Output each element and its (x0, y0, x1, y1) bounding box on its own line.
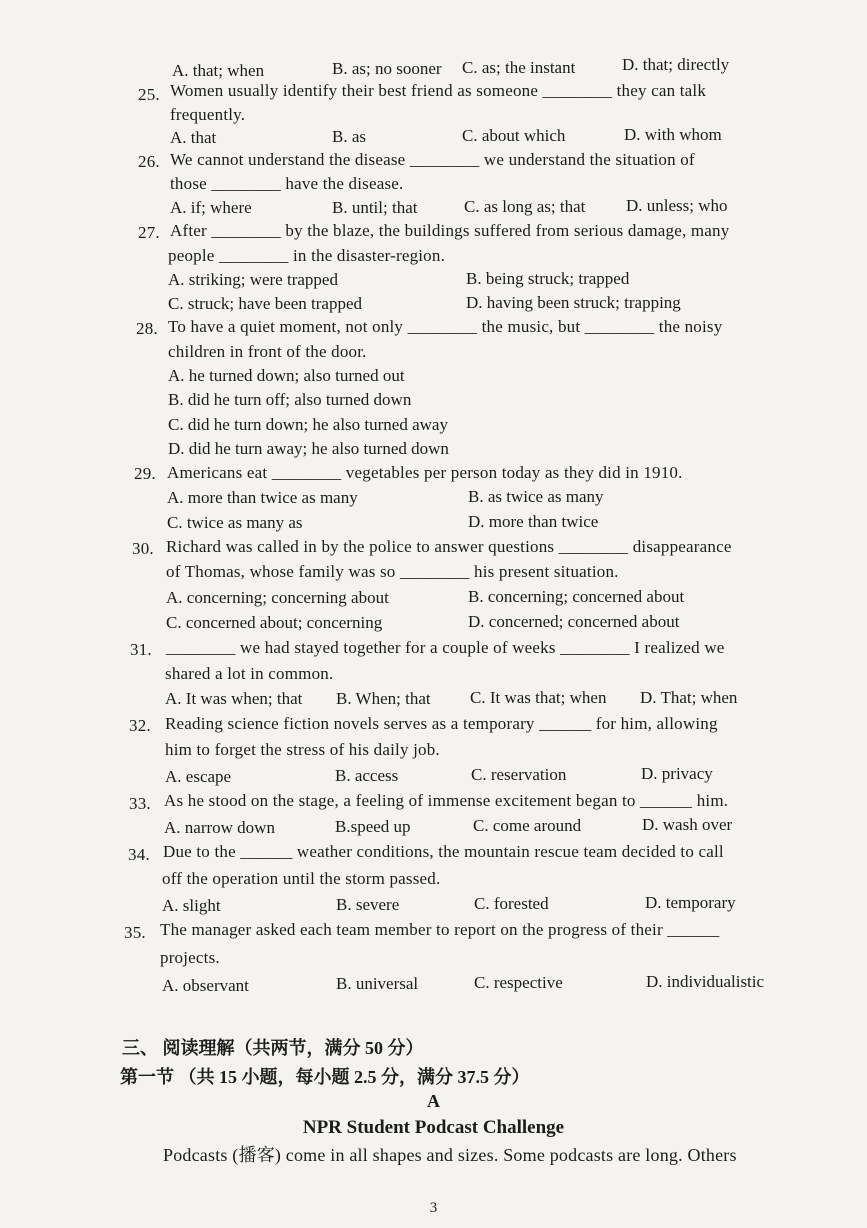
q30-number: 30. (132, 539, 154, 558)
q31-option-c: C. It was that; when (470, 688, 607, 707)
q24-option-d: D. that; directly (622, 55, 730, 74)
q27-number: 27. (138, 223, 160, 242)
q34-option-c: C. forested (474, 894, 549, 913)
q35-stem-line2: projects. (160, 948, 220, 967)
q33-option-a: A. narrow down (164, 818, 275, 837)
section-one-heading: 第一节 （共 15 小题，每小题 2.5 分，满分 37.5 分） (120, 1067, 530, 1087)
q35-stem-line1: The manager asked each team member to report on the progress of their ______ (160, 920, 720, 939)
q34-stem-line1: Due to the ______ weather conditions, the mountain rescue team decided to call (163, 842, 724, 861)
q28-option-c: C. did he turn down; he also turned away (168, 415, 448, 434)
q32-option-c: C. reservation (471, 765, 567, 784)
q27-option-d: D. having been struck; trapping (466, 293, 681, 312)
q33-option-c: C. come around (473, 816, 582, 835)
q30-option-d: D. concerned; concerned about (468, 612, 680, 631)
q30-stem-line2: of Thomas, whose family was so ________ his present situation. (166, 562, 619, 581)
page-number: 3 (429, 1200, 438, 1216)
q34-option-b: B. severe (336, 895, 400, 914)
q29-stem-line1: Americans eat ________ vegetables per person today as they did in 1910. (167, 463, 683, 482)
q29-option-b: B. as twice as many (468, 487, 604, 506)
q34-stem-line2: off the operation until the storm passed. (162, 869, 441, 888)
q30-option-a: A. concerning; concerning about (166, 588, 389, 607)
q33-option-b: B.speed up (335, 817, 411, 836)
q31-stem-line2: shared a lot in common. (165, 664, 334, 683)
q32-stem-line2: him to forget the stress of his daily job. (165, 740, 440, 759)
q26-option-b: B. until; that (332, 198, 418, 217)
q25-option-d: D. with whom (624, 125, 722, 144)
q27-stem-line1: After ________ by the blaze, the buildings suffered from serious damage, many (170, 221, 730, 240)
q33-number: 33. (129, 794, 151, 813)
q26-number: 26. (138, 152, 160, 171)
q31-option-d: D. That; when (640, 688, 738, 707)
q34-option-a: A. slight (162, 896, 221, 915)
q26-option-d: D. unless; who (626, 196, 728, 215)
passage-first-line: Podcasts (播客) come in all shapes and sizes. Some podcasts are long. Others (163, 1145, 737, 1165)
q32-number: 32. (129, 716, 151, 735)
q25-option-b: B. as (332, 127, 366, 146)
q27-option-a: A. striking; were trapped (168, 270, 338, 289)
q24-option-a: A. that; when (172, 61, 265, 80)
q35-option-a: A. observant (162, 976, 249, 995)
q28-option-d: D. did he turn away; he also turned down (168, 439, 449, 458)
q34-number: 34. (128, 845, 150, 864)
q32-option-d: D. privacy (641, 764, 713, 783)
q25-option-c: C. about which (462, 126, 566, 145)
q29-option-c: C. twice as many as (167, 513, 303, 532)
q35-option-c: C. respective (474, 973, 563, 992)
q25-stem-line2: frequently. (170, 105, 246, 124)
q29-option-a: A. more than twice as many (167, 488, 358, 507)
q24-option-b: B. as; no sooner (332, 59, 442, 78)
q28-option-b: B. did he turn off; also turned down (168, 390, 412, 409)
section-three-heading: 三、 阅读理解（共两节，满分 50 分） (122, 1038, 424, 1058)
q25-number: 25. (138, 85, 160, 104)
q30-stem-line1: Richard was called in by the police to answer questions ________ disappearance (166, 537, 732, 556)
q24-option-c: C. as; the instant (462, 58, 576, 77)
q32-option-b: B. access (335, 766, 399, 785)
q27-option-b: B. being struck; trapped (466, 269, 630, 288)
passage-title: NPR Student Podcast Challenge (302, 1117, 565, 1138)
q28-stem-line2: children in front of the door. (168, 342, 367, 361)
q31-stem-line1: ________ we had stayed together for a couple of weeks ________ I realized we (166, 638, 725, 657)
q26-option-c: C. as long as; that (464, 197, 586, 216)
q31-option-b: B. When; that (336, 689, 431, 708)
q26-stem-line2: those ________ have the disease. (170, 174, 404, 193)
q32-stem-line1: Reading science fiction novels serves as a temporary ______ for him, allowing (165, 714, 718, 733)
q33-stem-line1: As he stood on the stage, a feeling of immense excitement began to ______ him. (164, 791, 729, 810)
q25-stem-line1: Women usually identify their best friend as someone ________ they can talk (170, 81, 707, 100)
q28-stem-line1: To have a quiet moment, not only ________ the music, but ________ the noisy (168, 317, 723, 336)
q31-number: 31. (130, 640, 152, 659)
q35-option-d: D. individualistic (646, 972, 765, 991)
q29-number: 29. (134, 464, 156, 483)
q33-option-d: D. wash over (642, 815, 733, 834)
q26-stem-line1: We cannot understand the disease ________ we understand the situation of (170, 150, 695, 169)
q32-option-a: A. escape (165, 767, 232, 786)
q35-number: 35. (124, 923, 146, 942)
q34-option-d: D. temporary (645, 893, 736, 912)
q25-option-a: A. that (170, 128, 217, 147)
q30-option-b: B. concerning; concerned about (468, 587, 685, 606)
q35-option-b: B. universal (336, 974, 419, 993)
q29-option-d: D. more than twice (468, 512, 599, 531)
q27-option-c: C. struck; have been trapped (168, 294, 363, 313)
passage-letter: A (427, 1091, 440, 1111)
q30-option-c: C. concerned about; concerning (166, 613, 383, 632)
q26-option-a: A. if; where (170, 198, 252, 217)
q28-number: 28. (136, 319, 158, 338)
q31-option-a: A. It was when; that (165, 689, 303, 708)
q27-stem-line2: people ________ in the disaster-region. (168, 246, 446, 265)
q28-option-a: A. he turned down; also turned out (168, 366, 405, 385)
